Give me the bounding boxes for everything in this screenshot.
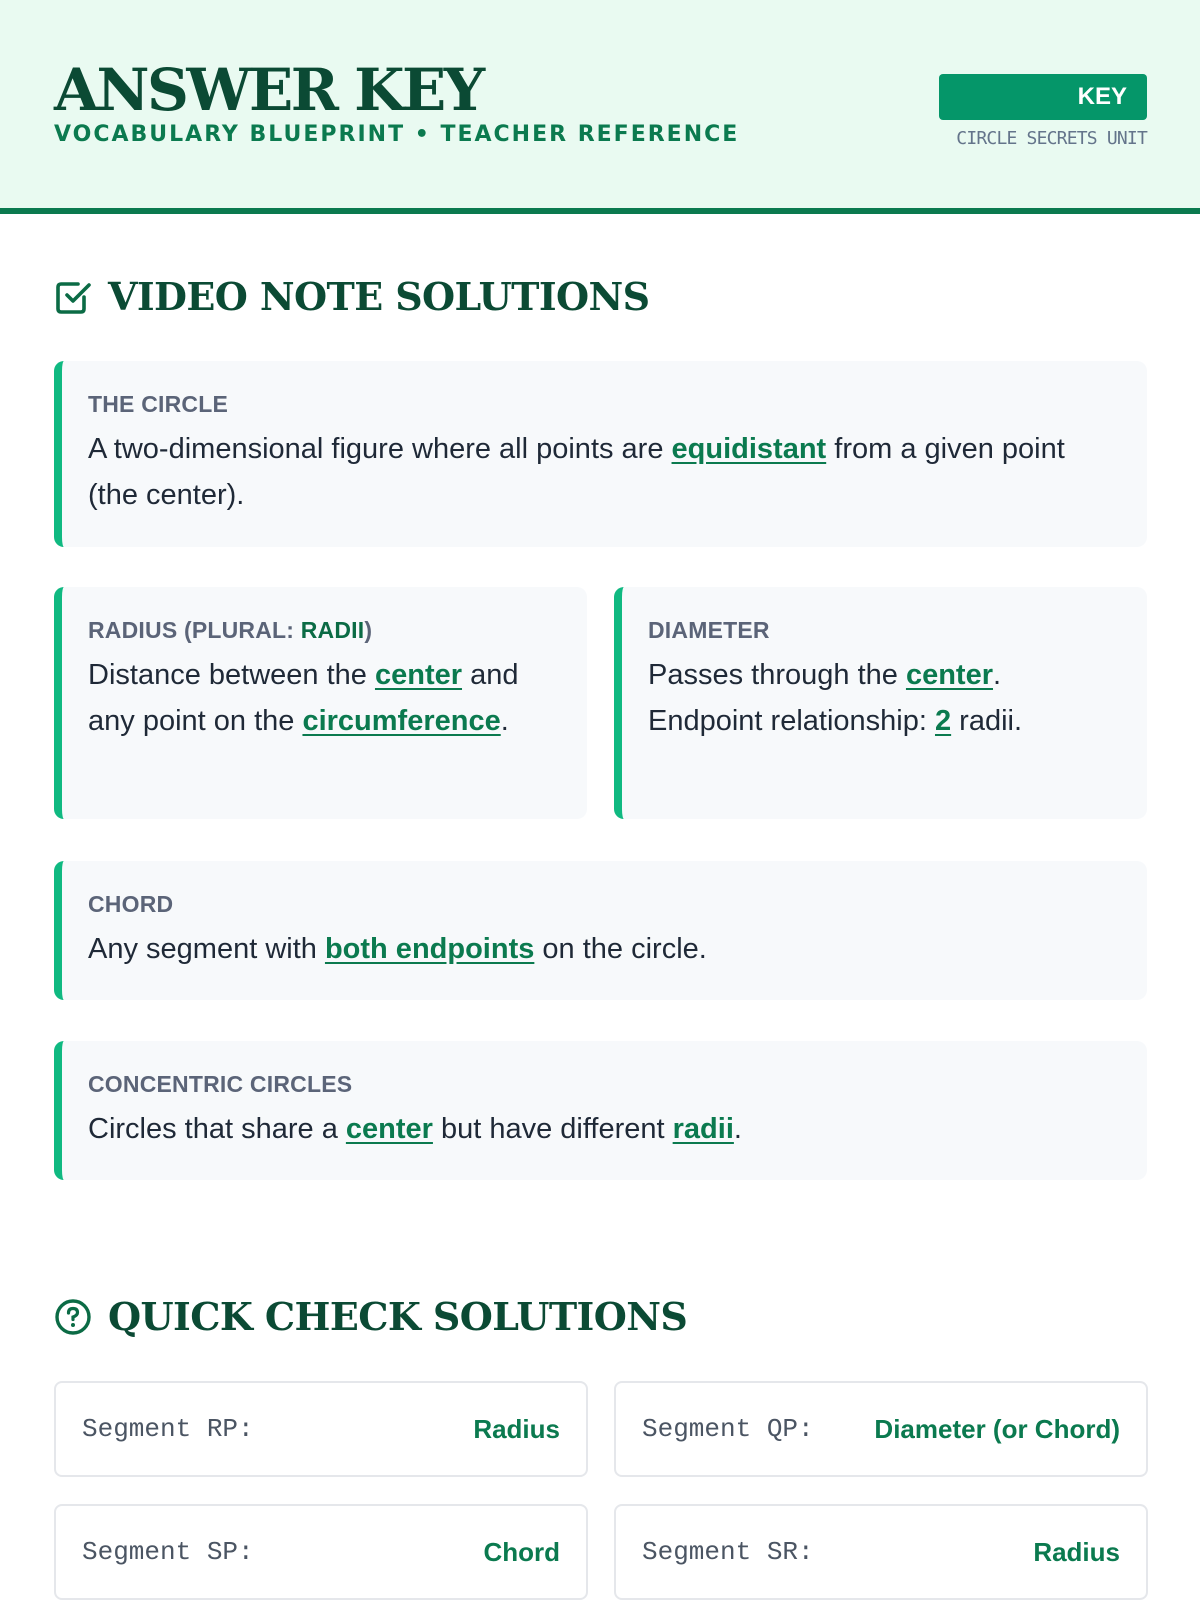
diameter-definition: Passes through the center. Endpoint relationship: 2 radii. bbox=[648, 659, 1023, 737]
circle-card bbox=[54, 361, 1147, 547]
quick-check-answer: Chord bbox=[483, 1536, 560, 1567]
quick-check-item bbox=[614, 1381, 1148, 1477]
circle-definition: A two-dimensional figure where all points are equidistant from a given point (the center). bbox=[88, 433, 1065, 511]
quick-check-heading bbox=[54, 1294, 687, 1339]
circle-label: THE CIRCLE bbox=[88, 391, 228, 417]
quick-check-question: Segment SP: bbox=[82, 1537, 254, 1567]
concentric-label: CONCENTRIC CIRCLES bbox=[88, 1071, 353, 1097]
answer-blank: center bbox=[345, 1113, 433, 1145]
page-header bbox=[0, 0, 1200, 214]
page-subtitle: VOCABULARY BLUEPRINT • TEACHER REFERENCE bbox=[54, 122, 740, 147]
quick-check-answer: Radius bbox=[1033, 1536, 1120, 1567]
answer-blank: equidistant bbox=[671, 433, 827, 465]
concentric-definition: Circles that share a center but have different radii. bbox=[88, 1113, 742, 1145]
checkbox-icon bbox=[54, 278, 92, 316]
quick-check-answer: Diameter (or Chord) bbox=[874, 1413, 1120, 1444]
diameter-label: DIAMETER bbox=[648, 617, 770, 643]
unit-label: CIRCLE SECRETS UNIT bbox=[956, 128, 1147, 149]
quick-check-heading-text: QUICK CHECK SOLUTIONS bbox=[108, 1294, 688, 1339]
quick-check-answer: Radius bbox=[473, 1413, 560, 1444]
key-badge: KEY bbox=[939, 74, 1147, 120]
answer-blank: center bbox=[374, 659, 463, 691]
answer-blank: circumference bbox=[302, 705, 501, 737]
radius-definition: Distance between the center and any point on the circumference. bbox=[88, 659, 519, 737]
quick-check-question: Segment QP: bbox=[642, 1414, 814, 1444]
diameter-card bbox=[614, 587, 1147, 819]
chord-label: CHORD bbox=[88, 891, 174, 917]
question-circle-icon bbox=[54, 1298, 92, 1336]
concentric-card bbox=[54, 1041, 1147, 1180]
radius-label: RADIUS (PLURAL: RADII) bbox=[88, 617, 373, 643]
answer-blank: radii bbox=[672, 1113, 734, 1145]
video-notes-heading bbox=[54, 274, 649, 319]
answer-blank: both endpoints bbox=[324, 933, 535, 965]
quick-check-item bbox=[54, 1381, 588, 1477]
chord-definition: Any segment with both endpoints on the circle. bbox=[88, 933, 707, 965]
radius-card bbox=[54, 587, 587, 819]
page-title: ANSWER KEY bbox=[54, 56, 483, 124]
answer-blank: 2 bbox=[934, 705, 952, 737]
quick-check-item bbox=[54, 1504, 588, 1600]
quick-check-question: Segment RP: bbox=[82, 1414, 254, 1444]
answer-blank: center bbox=[905, 659, 993, 691]
video-notes-heading-text: VIDEO NOTE SOLUTIONS bbox=[108, 274, 650, 319]
quick-check-question: Segment SR: bbox=[642, 1537, 814, 1567]
quick-check-item bbox=[614, 1504, 1148, 1600]
chord-card bbox=[54, 861, 1147, 1000]
